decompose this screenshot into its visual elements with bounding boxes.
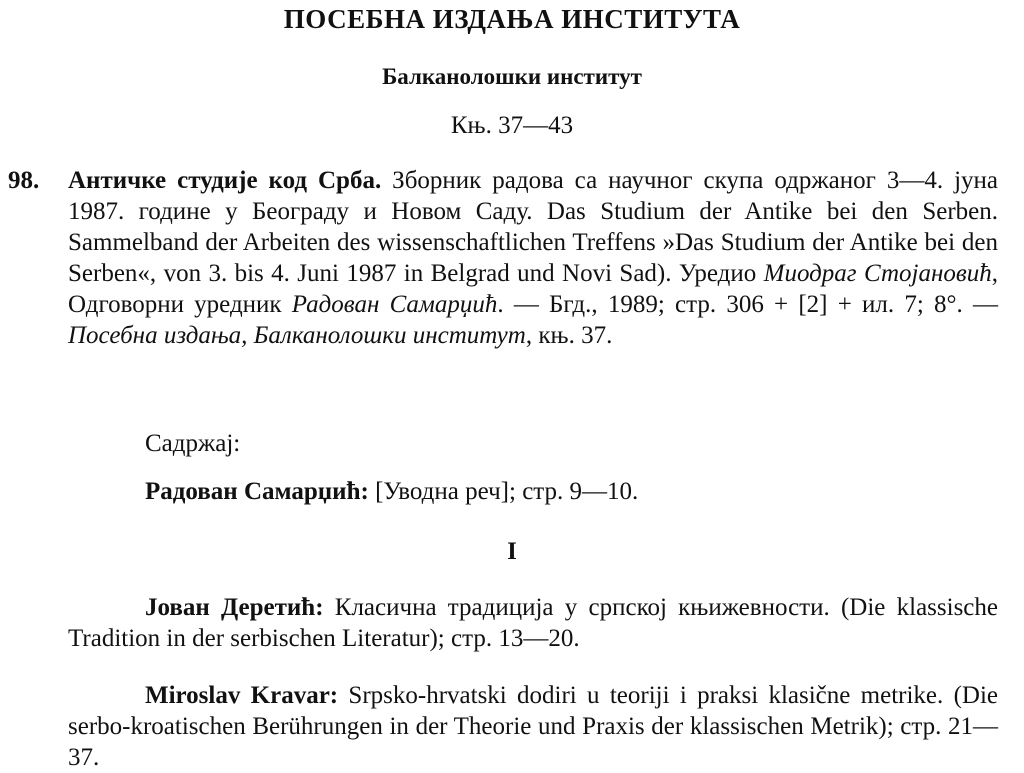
- article-text: Srpsko-hrvatski dodiri u teoriji i praksi klasične metrike. (Die serbo-kroatischen Berührungen in der Theorie und Praxis der klassischen Metrik); стр. 21—37.: [68, 682, 998, 771]
- contents-intro-line: [145, 478, 638, 506]
- entry-description-part: Зборник радова са научног скупа одржаног 3—4. јуна 1987. године у Београду и Новом Саду. Das Studium der Antike bei den Serben. Sammelband der Arbeiten des wissenschaftlichen Treffens »Das Studium der Antike bei den Serben«, von 3. bis 4. Juni 1987 in Belgrad und Novi Sad). Уредио: [68, 167, 998, 287]
- bibliography-entry: [8, 165, 998, 351]
- institute-name: Балканолошки институт: [382, 64, 642, 89]
- contents-heading: Садржај:: [145, 430, 241, 457]
- entry-editor: Миодраг Стојановић: [763, 260, 992, 287]
- entry-title: Античке студије код Срба.: [68, 167, 382, 194]
- article-author: Јован Деретић:: [145, 594, 324, 621]
- article-text: Класична традиција у српској књижевности. (Die klassische Tradition in der serbischen Literatur); стр. 13—20.: [68, 594, 998, 652]
- volume-range: Књ. 37—43: [450, 112, 574, 139]
- intro-text: [Уводна реч]; стр. 9—10.: [368, 478, 639, 505]
- page-title: ПОСЕБНА ИЗДАЊА ИНСТИТУТА: [283, 4, 741, 34]
- entry-description-part: , књ. 37.: [525, 322, 613, 349]
- intro-author: Радован Самарџић:: [145, 478, 369, 505]
- article-author: Miroslav Kravar:: [145, 682, 339, 709]
- section-numeral: I: [507, 538, 517, 565]
- entry-description-part: . — Бгд., 1989; стр. 306 + [2] + ил. 7; 8°. —: [497, 291, 998, 318]
- entry-series: Посебна издања, Балканолошки институт: [68, 322, 526, 349]
- article-entry: [68, 592, 998, 654]
- article-entry: [68, 680, 998, 773]
- entry-description-part: , Одговорни уредник: [68, 260, 998, 318]
- entry-number: 98.: [8, 167, 40, 194]
- entry-responsible-editor: Радован Самарџић: [291, 291, 498, 318]
